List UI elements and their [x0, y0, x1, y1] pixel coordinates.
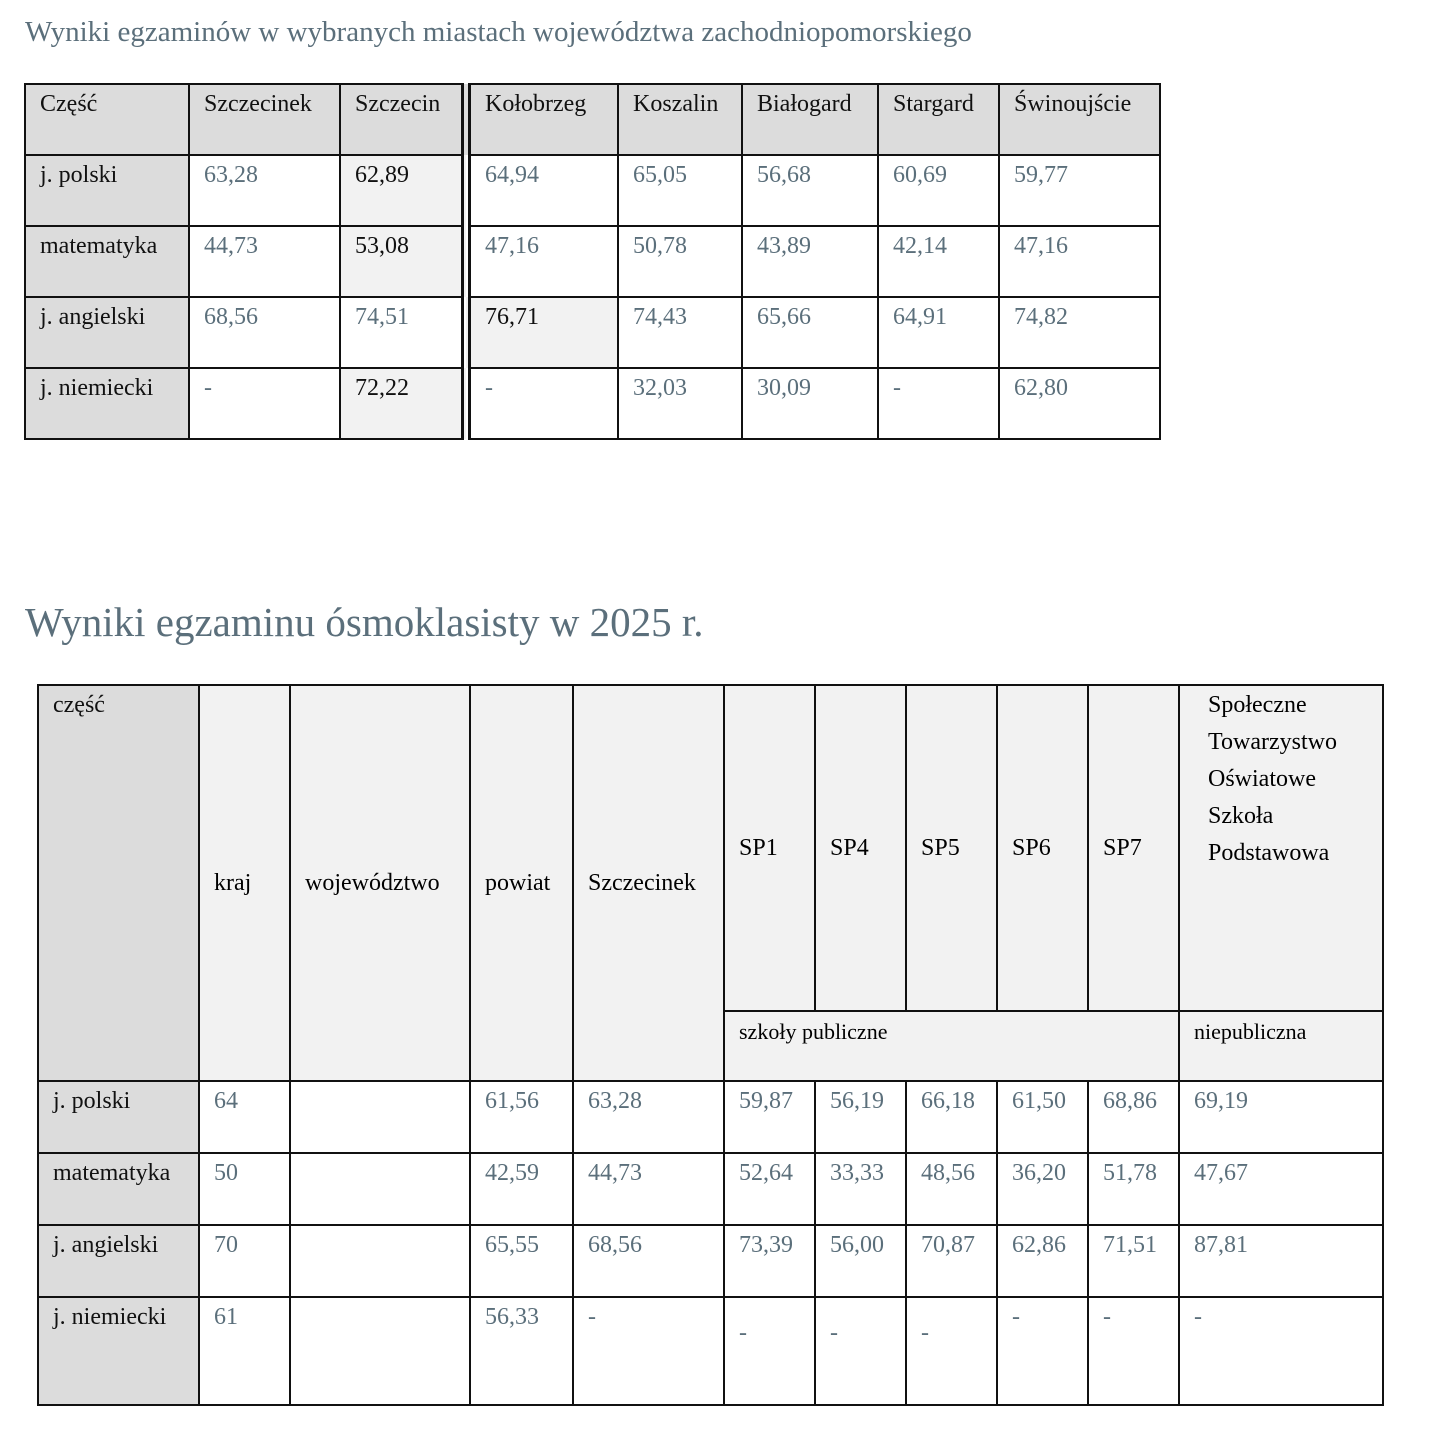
part-header: część [38, 685, 199, 1081]
school-header-sp1: SP1 [724, 685, 815, 1011]
value-cell: 56,19 [815, 1081, 906, 1153]
table-row [25, 368, 1160, 439]
value-cell: 47,16 [466, 226, 618, 297]
value-cell: 64 [199, 1081, 290, 1153]
table1-header-cell: Świnoujście [999, 84, 1160, 155]
table1-header-cell: Białogard [742, 84, 878, 155]
subject-cell: matematyka [25, 226, 189, 297]
value-cell: 68,86 [1088, 1081, 1179, 1153]
value-cell: 47,67 [1179, 1153, 1383, 1225]
value-cell [290, 1153, 470, 1225]
kraj-header: kraj [199, 685, 290, 1081]
szczecinek-header: Szczecinek [573, 685, 724, 1081]
value-cell: 68,56 [189, 297, 340, 368]
value-cell: 56,68 [742, 155, 878, 226]
powiat-header: powiat [470, 685, 573, 1081]
value-cell: 52,64 [724, 1153, 815, 1225]
table-row [38, 1081, 1383, 1153]
value-cell: 48,56 [906, 1153, 997, 1225]
value-cell: 74,82 [999, 297, 1160, 368]
value-cell: 44,73 [573, 1153, 724, 1225]
table2-header-row [38, 685, 1383, 1011]
value-cell: 69,19 [1179, 1081, 1383, 1153]
wojewodztwo-header: województwo [290, 685, 470, 1081]
value-cell: 50,78 [618, 226, 742, 297]
subject-cell: j. angielski [38, 1225, 199, 1297]
value-cell: - [815, 1297, 906, 1405]
value-cell: 53,08 [340, 226, 466, 297]
value-cell: 76,71 [466, 297, 618, 368]
table1-header-cell: Kołobrzeg [466, 84, 618, 155]
value-cell: 61 [199, 1297, 290, 1405]
value-cell: 59,77 [999, 155, 1160, 226]
value-cell: - [466, 368, 618, 439]
value-cell: 73,39 [724, 1225, 815, 1297]
value-cell: 87,81 [1179, 1225, 1383, 1297]
value-cell [290, 1081, 470, 1153]
school-header-sp7: SP7 [1088, 685, 1179, 1011]
subject-cell: j. polski [25, 155, 189, 226]
table-row [25, 297, 1160, 368]
value-cell: 47,16 [999, 226, 1160, 297]
value-cell: 50 [199, 1153, 290, 1225]
subject-cell: j. polski [38, 1081, 199, 1153]
value-cell: 68,56 [573, 1225, 724, 1297]
value-cell: 36,20 [997, 1153, 1088, 1225]
school-header-sp5: SP5 [906, 685, 997, 1011]
value-cell [290, 1297, 470, 1405]
value-cell: 62,86 [997, 1225, 1088, 1297]
value-cell: 72,22 [340, 368, 466, 439]
table1-header-cell: Szczecinek [189, 84, 340, 155]
subject-cell: j. niemiecki [38, 1297, 199, 1405]
public-schools-header: szkoły publiczne [724, 1011, 1179, 1081]
table1-header-cell: Koszalin [618, 84, 742, 155]
value-cell: - [724, 1297, 815, 1405]
table1-header-cell: Szczecin [340, 84, 466, 155]
value-cell: 43,89 [742, 226, 878, 297]
value-cell: - [997, 1297, 1088, 1405]
value-cell: 51,78 [1088, 1153, 1179, 1225]
subject-cell: matematyka [38, 1153, 199, 1225]
value-cell: 74,51 [340, 297, 466, 368]
table-row [38, 1297, 1383, 1405]
school-header-sp4: SP4 [815, 685, 906, 1011]
value-cell: 56,00 [815, 1225, 906, 1297]
school-header-sp6: SP6 [997, 685, 1088, 1011]
value-cell: 66,18 [906, 1081, 997, 1153]
value-cell: 59,87 [724, 1081, 815, 1153]
value-cell: 74,43 [618, 297, 742, 368]
table-row [25, 226, 1160, 297]
private-school-header: niepubliczna [1179, 1011, 1383, 1081]
value-cell: - [189, 368, 340, 439]
value-cell: 42,59 [470, 1153, 573, 1225]
value-cell: 65,05 [618, 155, 742, 226]
value-cell: 70 [199, 1225, 290, 1297]
value-cell: 62,80 [999, 368, 1160, 439]
subject-cell: j. niemiecki [25, 368, 189, 439]
value-cell: 32,03 [618, 368, 742, 439]
value-cell: 61,50 [997, 1081, 1088, 1153]
value-cell: - [1088, 1297, 1179, 1405]
value-cell: - [878, 368, 999, 439]
value-cell: 33,33 [815, 1153, 906, 1225]
exam-results-2025-table [37, 684, 1384, 1406]
value-cell: 61,56 [470, 1081, 573, 1153]
value-cell: 70,87 [906, 1225, 997, 1297]
value-cell: 71,51 [1088, 1225, 1179, 1297]
value-cell: 64,94 [466, 155, 618, 226]
table-row [38, 1153, 1383, 1225]
table1-header-cell: Część [25, 84, 189, 155]
table-row [38, 1225, 1383, 1297]
table1-header-cell: Stargard [878, 84, 999, 155]
value-cell: - [906, 1297, 997, 1405]
value-cell: 65,55 [470, 1225, 573, 1297]
value-cell: 63,28 [573, 1081, 724, 1153]
value-cell: 56,33 [470, 1297, 573, 1405]
table1-title: Wyniki egzaminów w wybranych miastach województwa zachodniopomorskiego [25, 16, 972, 48]
value-cell: 44,73 [189, 226, 340, 297]
value-cell: 62,89 [340, 155, 466, 226]
value-cell: 63,28 [189, 155, 340, 226]
table1-header-row [25, 84, 1160, 155]
value-cell: 65,66 [742, 297, 878, 368]
value-cell: - [573, 1297, 724, 1405]
value-cell: - [1179, 1297, 1383, 1405]
value-cell: 30,09 [742, 368, 878, 439]
value-cell: 42,14 [878, 226, 999, 297]
table-row [25, 155, 1160, 226]
table2-title: Wyniki egzaminu ósmoklasisty w 2025 r. [25, 599, 704, 645]
city-results-table [24, 83, 1161, 440]
value-cell: 64,91 [878, 297, 999, 368]
subject-cell: j. angielski [25, 297, 189, 368]
value-cell: 60,69 [878, 155, 999, 226]
value-cell [290, 1225, 470, 1297]
sto-school-header: Społeczne Towarzystwo Oświatowe Szkoła Podstawowa [1179, 685, 1383, 1011]
